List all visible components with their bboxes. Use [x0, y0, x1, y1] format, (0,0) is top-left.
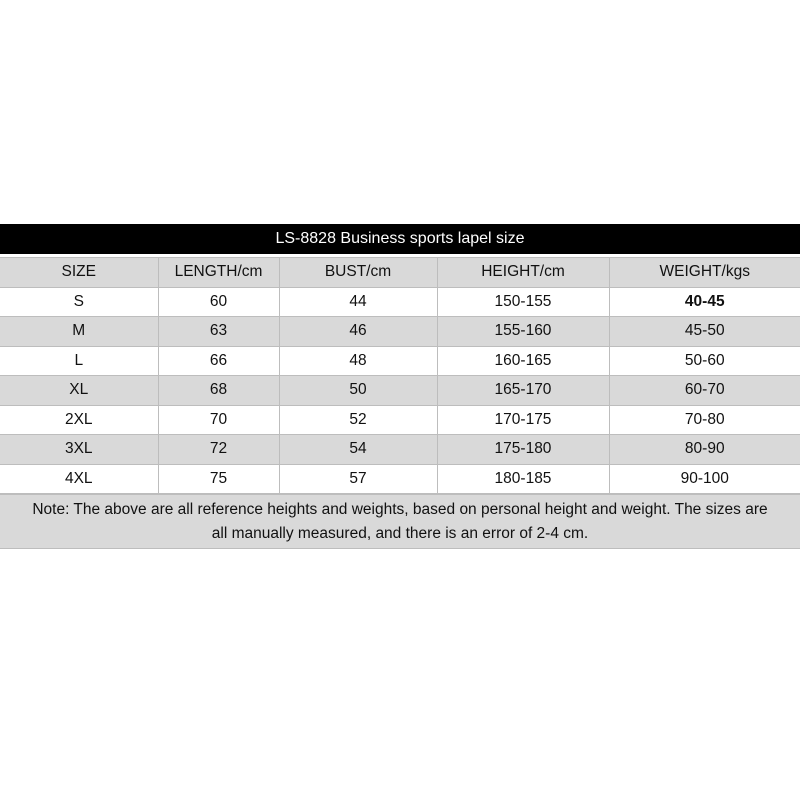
weight-cell: 40-45 — [609, 287, 800, 317]
note-line-1: Note: The above are all reference heights and weights, based on personal height and weight. The sizes are — [32, 501, 768, 518]
weight-cell: 70-80 — [609, 405, 800, 435]
table-row — [0, 435, 800, 465]
weight-cell: 45-50 — [609, 317, 800, 347]
weight-cell: 60-70 — [609, 376, 800, 406]
bust-cell: 52 — [279, 405, 437, 435]
column-header-height: HEIGHT/cm — [437, 258, 609, 288]
size-table — [0, 257, 800, 494]
column-header-weight: WEIGHT/kgs — [609, 258, 800, 288]
length-cell: 60 — [158, 287, 279, 317]
height-cell: 155-160 — [437, 317, 609, 347]
table-row — [0, 287, 800, 317]
column-header-length: LENGTH/cm — [158, 258, 279, 288]
chart-title: LS-8828 Business sports lapel size — [0, 224, 800, 254]
size-cell: S — [0, 287, 158, 317]
bust-cell: 46 — [279, 317, 437, 347]
height-cell: 150-155 — [437, 287, 609, 317]
length-cell: 63 — [158, 317, 279, 347]
measurement-note — [0, 494, 800, 549]
size-cell: 4XL — [0, 464, 158, 494]
bust-cell: 57 — [279, 464, 437, 494]
weight-cell: 50-60 — [609, 346, 800, 376]
bust-cell: 54 — [279, 435, 437, 465]
length-cell: 68 — [158, 376, 279, 406]
size-cell: M — [0, 317, 158, 347]
size-chart — [0, 224, 800, 549]
length-cell: 70 — [158, 405, 279, 435]
bust-cell: 44 — [279, 287, 437, 317]
column-header-size: SIZE — [0, 258, 158, 288]
column-header-bust: BUST/cm — [279, 258, 437, 288]
height-cell: 170-175 — [437, 405, 609, 435]
note-line-2: all manually measured, and there is an error of 2-4 cm. — [211, 525, 589, 542]
length-cell: 72 — [158, 435, 279, 465]
table-row — [0, 464, 800, 494]
bust-cell: 48 — [279, 346, 437, 376]
length-cell: 75 — [158, 464, 279, 494]
bust-cell: 50 — [279, 376, 437, 406]
height-cell: 180-185 — [437, 464, 609, 494]
size-cell: 2XL — [0, 405, 158, 435]
weight-cell: 80-90 — [609, 435, 800, 465]
size-cell: L — [0, 346, 158, 376]
height-cell: 160-165 — [437, 346, 609, 376]
length-cell: 66 — [158, 346, 279, 376]
table-row — [0, 346, 800, 376]
size-cell: 3XL — [0, 435, 158, 465]
size-cell: XL — [0, 376, 158, 406]
height-cell: 165-170 — [437, 376, 609, 406]
weight-cell: 90-100 — [609, 464, 800, 494]
table-row — [0, 376, 800, 406]
table-row — [0, 405, 800, 435]
table-row — [0, 317, 800, 347]
height-cell: 175-180 — [437, 435, 609, 465]
header-row — [0, 258, 800, 288]
